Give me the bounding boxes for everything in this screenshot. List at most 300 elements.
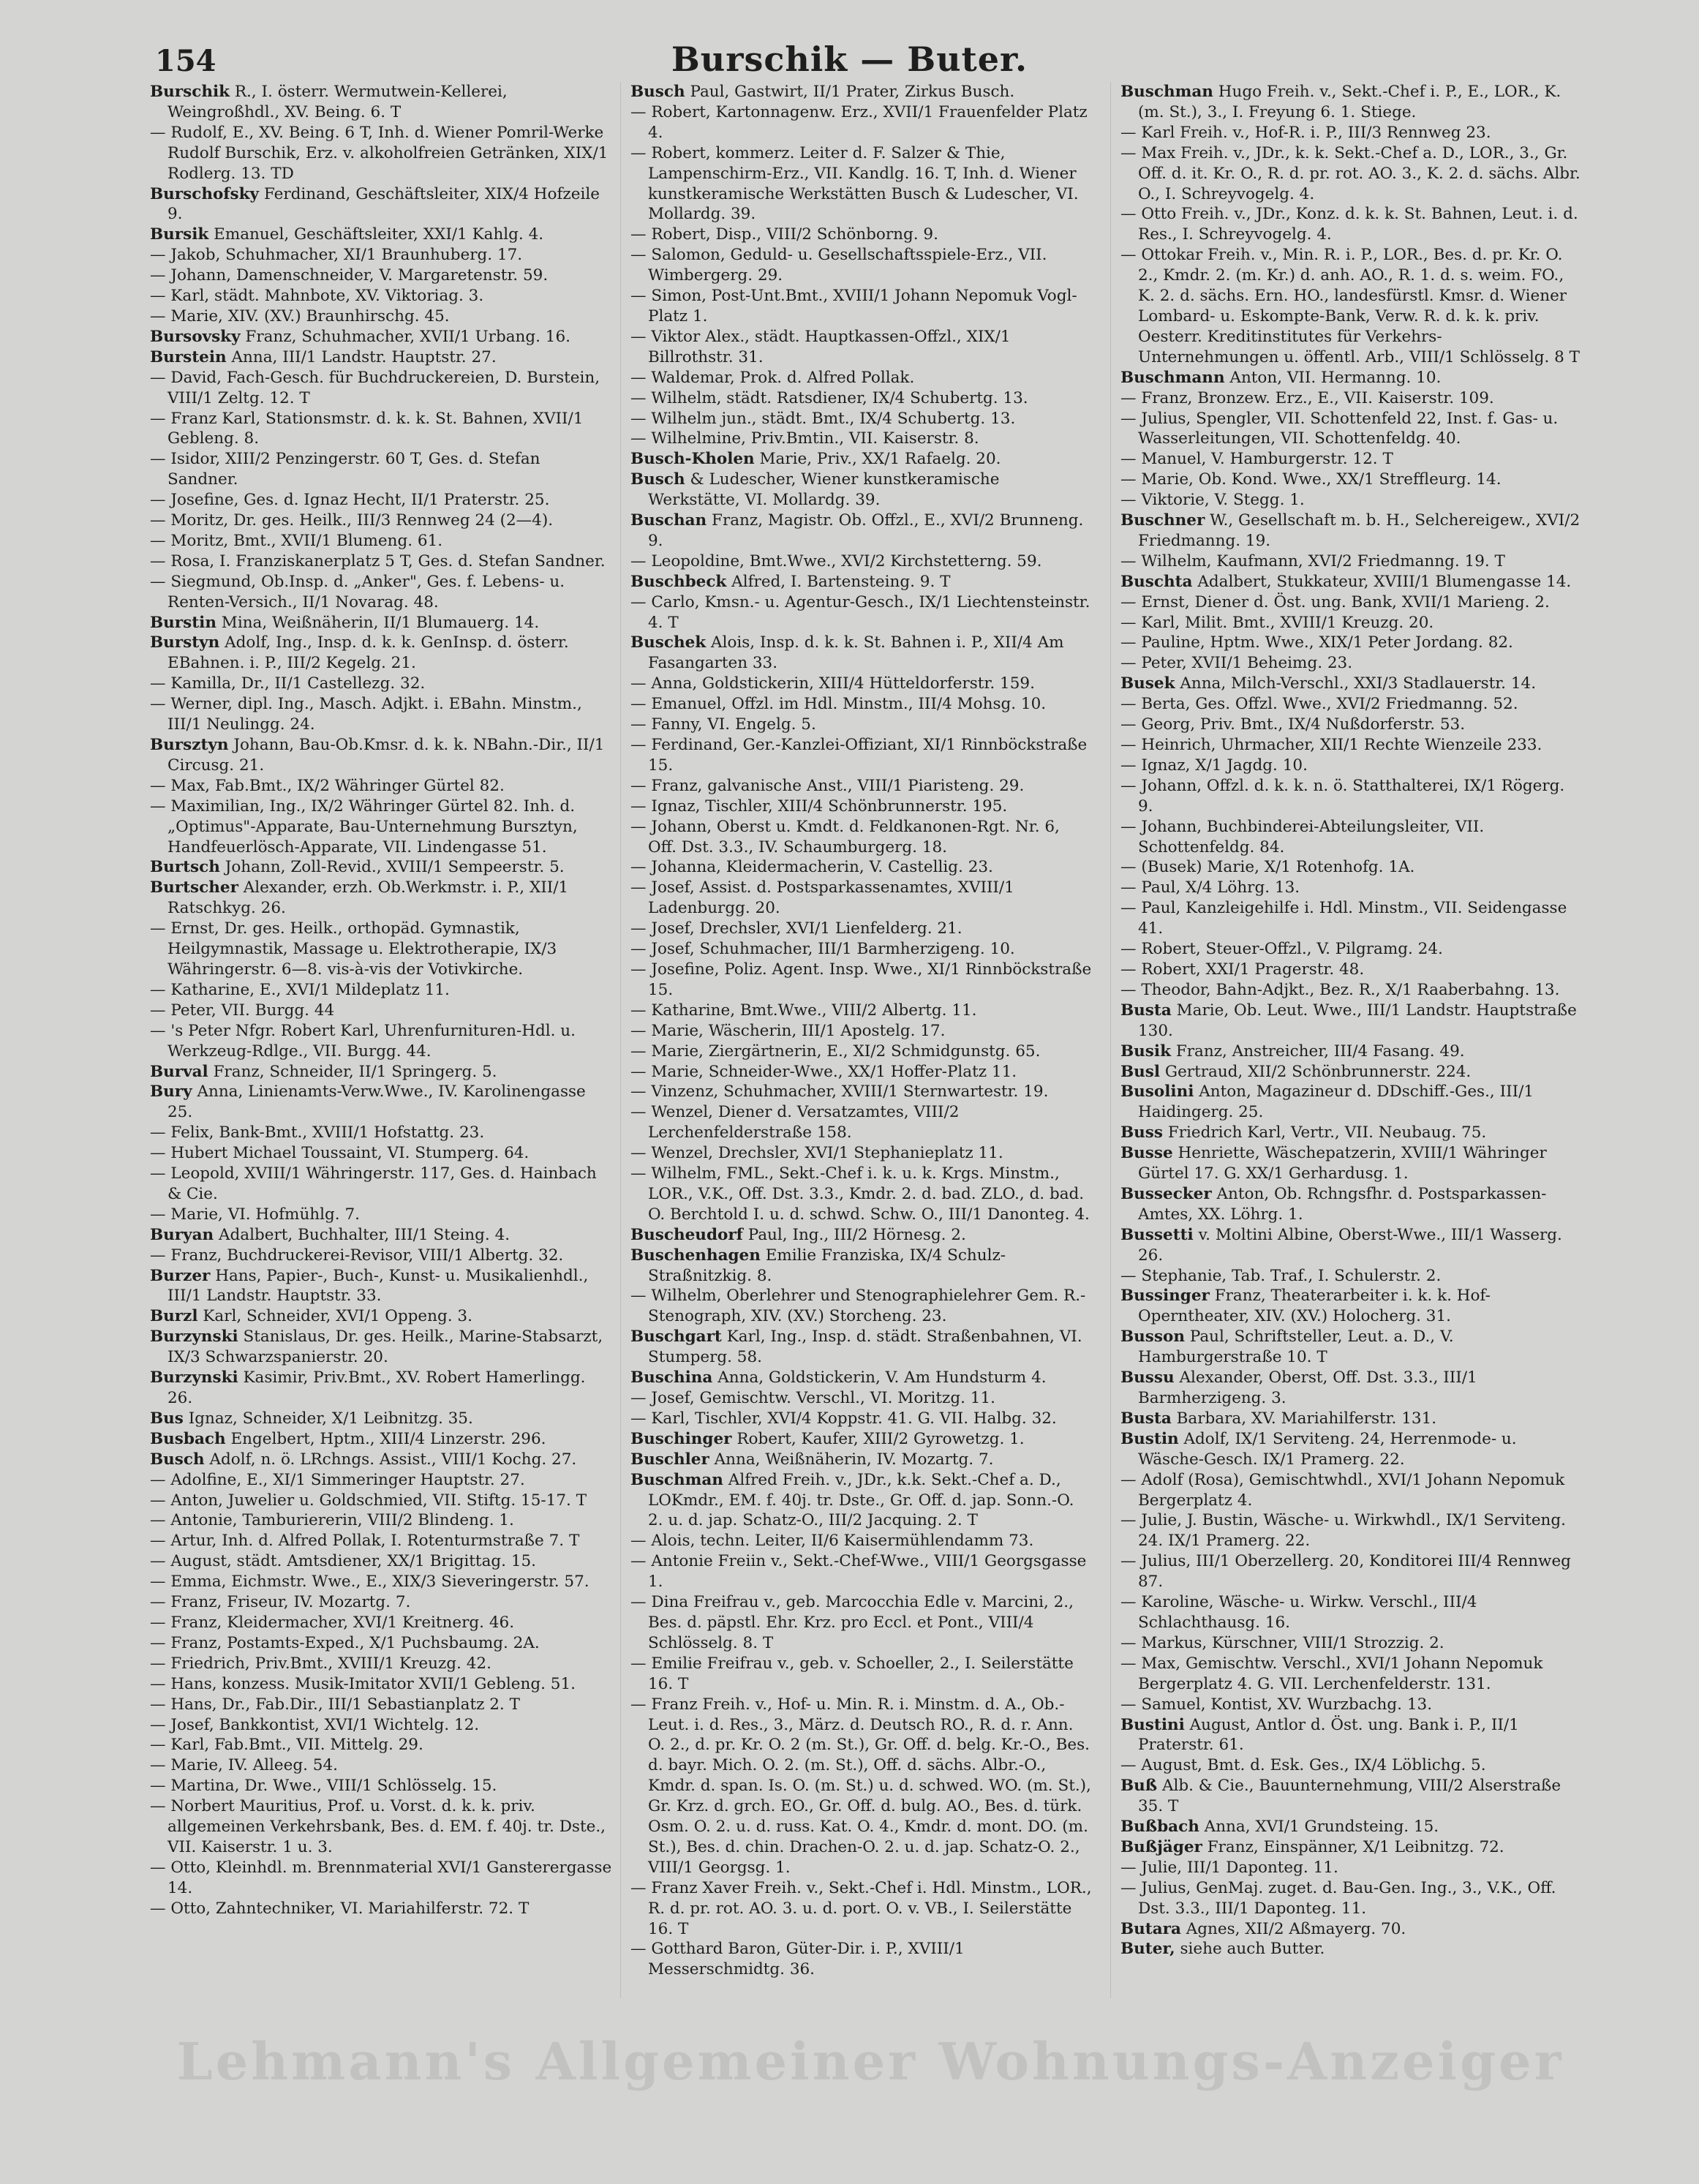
entry-details: Friedrich Karl, Vertr., VII. Neubaug. 75. [1163, 1123, 1487, 1142]
entry-surname: Buschan [630, 511, 707, 530]
entry-details: — Moritz, Dr. ges. Heilk., III/3 Rennweg 24 (2—4). [150, 511, 554, 530]
directory-entry [150, 674, 612, 694]
directory-entry [150, 1510, 612, 1531]
entry-surname: Busl [1120, 1062, 1161, 1081]
entry-surname: Buschman [1120, 83, 1213, 101]
entry-details: Anton, VII. Hermanng. 10. [1224, 368, 1442, 387]
entry-surname: Buschek [630, 633, 707, 652]
entry-details: — Vinzenz, Schuhmacher, XVIII/1 Sternwartestr. 19. [630, 1082, 1049, 1102]
directory-entry [630, 1388, 1093, 1409]
column-left [150, 82, 612, 1919]
entry-details: — Franz Karl, Stationsmstr. d. k. k. St. Bahnen, XVII/1 Gebleng. 8. [150, 409, 584, 448]
entry-details: — Markus, Kürschner, VIII/1 Strozzig. 2. [1120, 1633, 1444, 1652]
directory-entry [1120, 776, 1583, 817]
directory-entry [1120, 1143, 1583, 1184]
entry-details: — Hans, konzess. Musik-Imitator XVII/1 Gebleng. 51. [150, 1674, 576, 1693]
directory-entry [150, 1123, 612, 1143]
directory-entry [630, 694, 1093, 715]
entry-details: Barbara, XV. Mariahilferstr. 131. [1171, 1409, 1437, 1428]
directory-entry [630, 449, 1093, 470]
entry-details: Ferdinand, Geschäftsleiter, XIX/4 Hofzeile 9. [167, 184, 600, 224]
directory-entry [1120, 1225, 1583, 1266]
directory-entry [150, 613, 612, 633]
directory-entry [1120, 1633, 1583, 1654]
entry-details: — Marie, IV. Alleeg. 54. [150, 1756, 338, 1775]
directory-entry [630, 1327, 1093, 1368]
entry-surname: Bußbach [1120, 1818, 1199, 1837]
directory-entry [150, 1572, 612, 1592]
directory-entry [150, 919, 612, 980]
entry-details: — Katharine, Bmt.Wwe., VIII/2 Albertg. 11. [630, 1001, 977, 1020]
directory-entry [1120, 1042, 1583, 1062]
entry-details: — Josef, Drechsler, XVI/1 Lienfelderg. 21. [630, 919, 962, 938]
entry-surname: Buschler [630, 1450, 709, 1469]
directory-entry [150, 797, 612, 858]
entry-surname: Burschik [150, 83, 230, 101]
directory-entry [150, 1592, 612, 1613]
directory-entry [630, 1654, 1093, 1695]
entry-details: Paul, Gastwirt, II/1 Prater, Zirkus Busch. [685, 83, 1015, 101]
directory-entry [630, 1143, 1093, 1164]
directory-entry [150, 1062, 612, 1082]
directory-entry [1120, 1470, 1583, 1511]
directory-entry [630, 1429, 1093, 1450]
entry-details: — Moritz, Bmt., XVII/1 Blumeng. 61. [150, 531, 443, 550]
directory-entry [630, 817, 1093, 858]
directory-entry [1120, 1062, 1583, 1082]
directory-entry [630, 633, 1093, 674]
entry-details: — Karl, Tischler, XVI/4 Koppstr. 41. G. VII. Halbg. 32. [630, 1409, 1057, 1428]
entry-surname: Busch [630, 470, 685, 489]
directory-entry [150, 225, 612, 245]
entry-surname: Busch [630, 83, 685, 101]
directory-entry [150, 1450, 612, 1470]
directory-entry [630, 102, 1093, 143]
directory-entry [150, 1306, 612, 1327]
entry-details: — Franz, Friseur, IV. Mozartg. 7. [150, 1593, 411, 1612]
column-divider [620, 82, 621, 1998]
entry-surname: Buter, [1120, 1940, 1175, 1959]
directory-entry [150, 286, 612, 306]
entry-details: Paul, Ing., III/2 Hörnesg. 2. [742, 1225, 966, 1244]
entry-details: Anna, III/1 Landstr. Hauptstr. 27. [226, 347, 497, 366]
entry-details: — Jakob, Schuhmacher, XI/1 Braunhuberg. 17. [150, 246, 523, 265]
directory-entry [630, 551, 1093, 572]
entry-details: — Marie, VI. Hofmühlg. 7. [150, 1205, 360, 1224]
entry-details: — Franz, galvanische Anst., VIII/1 Piaristeng. 29. [630, 776, 1025, 795]
entry-details: — Martina, Dr. Wwe., VIII/1 Schlösselg. 15. [150, 1777, 497, 1796]
directory-entry [630, 1470, 1093, 1532]
entry-details: — Alois, techn. Leiter, II/6 Kaisermühlendamm 73. [630, 1532, 1034, 1551]
entry-details: — Ignaz, Tischler, XIII/4 Schönbrunnerstr. 195. [630, 797, 1008, 816]
directory-entry [150, 1654, 612, 1674]
entry-details: — Johann, Damenschneider, V. Margaretenstr. 59. [150, 266, 549, 285]
directory-entry [1120, 592, 1583, 613]
entry-details: — Karl, Milit. Bmt., XVIII/1 Kreuzg. 20. [1120, 613, 1434, 632]
entry-details: Adalbert, Buchhalter, III/1 Steing. 4. [214, 1225, 511, 1244]
directory-entry [1120, 1776, 1583, 1817]
entry-details: — Emilie Freifrau v., geb. v. Schoeller, 2., I. Seilerstätte 16. T [630, 1654, 1074, 1693]
entry-surname: Busson [1120, 1328, 1185, 1347]
directory-entry [1120, 653, 1583, 674]
entry-details: — Berta, Ges. Offzl. Wwe., XVI/2 Friedmanng. 52. [1120, 695, 1518, 714]
directory-entry [630, 797, 1093, 817]
directory-entry [630, 1551, 1093, 1592]
directory-entry [1120, 572, 1583, 592]
directory-entry [1120, 245, 1583, 367]
directory-entry [630, 82, 1093, 102]
entry-details: — Ernst, Dr. ges. Heilk., orthopäd. Gymnastik, Heilgymnastik, Massage u. Elektrotherapie, IX/3 Währingerstr. 6—8. vis-à-vis der Votivkirche. [150, 919, 557, 979]
entry-details: Alfred, I. Bartensteing. 9. T [726, 572, 951, 591]
entry-details: — Friedrich, Priv.Bmt., XVIII/1 Kreuzg. 42. [150, 1654, 491, 1673]
directory-entry [1120, 1327, 1583, 1368]
entry-details: — August, städt. Amtsdiener, XX/1 Brigittag. 15. [150, 1552, 537, 1571]
directory-entry [150, 1695, 612, 1715]
directory-entry [1120, 1592, 1583, 1633]
directory-entry [1120, 1286, 1583, 1327]
entry-details: Franz, Theaterarbeiter i. k. k. Hof-Operntheater, XIV. (XV.) Holocherg. 31. [1138, 1287, 1491, 1326]
directory-entry [1120, 1082, 1583, 1123]
entry-details: — Marie, Schneider-Wwe., XX/1 Hoffer-Platz 11. [630, 1062, 1017, 1081]
directory-entry [1120, 1429, 1583, 1470]
directory-entry [630, 1592, 1093, 1654]
entry-details: — Marie, Ob. Kond. Wwe., XX/1 Streffleurg. 14. [1120, 470, 1502, 489]
directory-entry [1120, 1858, 1583, 1878]
directory-entry [630, 776, 1093, 797]
entry-details: — Max, Fab.Bmt., IX/2 Währinger Gürtel 82. [150, 776, 505, 795]
directory-entry [150, 1735, 612, 1755]
entry-details: Johann, Zoll-Revid., XVIII/1 Sempeerstr. 5. [219, 858, 565, 877]
entry-details: — Marie, Ziergärtnerin, E., XI/2 Schmidgunstg. 65. [630, 1042, 1041, 1061]
entry-surname: Buryan [150, 1225, 214, 1244]
directory-entry [150, 694, 612, 735]
entry-details: — Norbert Mauritius, Prof. u. Vorst. d. k. k. priv. allgemeinen Verkehrsbank, Bes. d. EM. f. 40j. tr. Dste., VII. Kaiserstr. 1 u. 3. [150, 1797, 606, 1856]
directory-entry [150, 735, 612, 776]
directory-entry [1120, 1919, 1583, 1940]
entry-surname: Bury [150, 1082, 192, 1102]
entry-details: — Franz, Buchdruckerei-Revisor, VIII/1 Albertg. 32. [150, 1246, 564, 1265]
directory-entry [150, 1429, 612, 1450]
entry-details: — Ernst, Diener d. Öst. ung. Bank, XVII/1 Marieng. 2. [1120, 592, 1550, 611]
directory-entry [630, 286, 1093, 327]
directory-entry [630, 327, 1093, 368]
directory-entry [150, 306, 612, 327]
entry-details: — Kamilla, Dr., II/1 Castellezg. 32. [150, 674, 426, 693]
directory-entry [150, 980, 612, 1001]
directory-entry [1120, 490, 1583, 511]
directory-entry [1120, 551, 1583, 572]
directory-entry [1120, 409, 1583, 450]
entry-surname: Bursztyn [150, 736, 229, 754]
directory-entry [630, 1001, 1093, 1021]
entry-details: Franz, Einspänner, X/1 Leibnitzg. 72. [1202, 1837, 1504, 1856]
entry-details: Franz, Schneider, II/1 Springerg. 5. [208, 1062, 497, 1081]
entry-surname: Burschofsky [150, 184, 260, 203]
entry-details: — Robert, XXI/1 Pragerstr. 48. [1120, 960, 1365, 979]
directory-entry [630, 1450, 1093, 1470]
directory-entry [630, 715, 1093, 735]
directory-entry [150, 327, 612, 347]
entry-details: — Karl Freih. v., Hof-R. i. P., III/3 Rennweg 23. [1120, 123, 1491, 142]
entry-details: Adolf, n. ö. LRchngs. Assist., VIII/1 Kochg. 27. [204, 1450, 577, 1469]
directory-entry [630, 368, 1093, 388]
entry-details: — Heinrich, Uhrmacher, XII/1 Rechte Wienzeile 233. [1120, 736, 1542, 754]
entry-details: Anna, Weißnäherin, IV. Mozartg. 7. [709, 1450, 994, 1469]
directory-entry [630, 143, 1093, 225]
entry-surname: Bußjäger [1120, 1837, 1202, 1856]
directory-entry [150, 266, 612, 286]
directory-entry [1120, 1878, 1583, 1919]
directory-entry [150, 1143, 612, 1164]
directory-entry [1120, 756, 1583, 776]
entry-details: Franz, Magistr. Ob. Offzl., E., XVI/2 Brunneng. 9. [648, 511, 1084, 550]
directory-entry [1120, 613, 1583, 633]
entry-details: — Johann, Buchbinderei-Abteilungsleiter, VII. Schottenfeldg. 84. [1120, 817, 1485, 856]
entry-details: — Marie, XIV. (XV.) Braunhirschg. 45. [150, 306, 450, 325]
entry-details: Johann, Bau-Ob.Kmsr. d. k. k. NBahn.-Dir., II/1 Circusg. 21. [167, 736, 605, 775]
entry-details: Gertraud, XII/2 Schönbrunnerstr. 224. [1160, 1062, 1472, 1081]
entry-details: — Josefine, Poliz. Agent. Insp. Wwe., XI/1 Rinnböckstraße 15. [630, 960, 1092, 999]
entry-details: — Julie, III/1 Daponteg. 11. [1120, 1858, 1338, 1877]
entry-details: — Josef, Schuhmacher, III/1 Barmherzigeng. 10. [630, 940, 1015, 959]
entry-details: Karl, Schneider, XVI/1 Oppeng. 3. [197, 1307, 472, 1326]
entry-details: — (Busek) Marie, X/1 Rotenhofg. 1A. [1120, 858, 1415, 877]
directory-entry [1120, 143, 1583, 205]
entry-details: Kasimir, Priv.Bmt., XV. Robert Hamerlingg. 26. [167, 1368, 586, 1407]
directory-entry [1120, 470, 1583, 490]
entry-details: — Johann, Offzl. d. k. k. n. ö. Statthalterei, IX/1 Rögerg. 9. [1120, 776, 1565, 816]
directory-entry [1120, 1837, 1583, 1858]
entry-surname: Bursik [150, 225, 209, 244]
entry-details: — Otto, Zahntechniker, VI. Mariahilferstr. 72. T [150, 1899, 530, 1918]
entry-details: Anton, Magazineur d. DDschiff.-Ges., III/1 Haidingerg. 25. [1138, 1082, 1534, 1122]
entry-details: — Anton, Juwelier u. Goldschmied, VII. Stiftg. 15-17. T [150, 1491, 587, 1510]
directory-entry [630, 1878, 1093, 1940]
entry-details: — Karl, Fab.Bmt., VII. Mittelg. 29. [150, 1736, 423, 1755]
directory-entry [1120, 204, 1583, 245]
entry-surname: Buschenhagen [630, 1246, 761, 1265]
directory-entry [630, 429, 1093, 449]
directory-entry [150, 1858, 612, 1899]
directory-entry [150, 1082, 612, 1123]
entry-details: — Karoline, Wäsche- u. Wirkw. Verschl., III/4 Schlachthausg. 16. [1120, 1593, 1477, 1632]
entry-details: Ignaz, Schneider, X/1 Leibnitzg. 35. [183, 1409, 473, 1428]
directory-entry [150, 1755, 612, 1776]
directory-entry [630, 1082, 1093, 1102]
directory-entry [150, 1001, 612, 1021]
entry-details: Hans, Papier-, Buch-, Kunst- u. Musikalienhdl., III/1 Landstr. Hauptstr. 33. [167, 1266, 589, 1306]
entry-details: — Katharine, E., XVI/1 Mildeplatz 11. [150, 980, 450, 999]
directory-entry [150, 878, 612, 919]
directory-entry [150, 511, 612, 531]
entry-details: — Georg, Priv. Bmt., IX/4 Nußdorferstr. 53. [1120, 715, 1466, 734]
entry-surname: Bussu [1120, 1368, 1175, 1387]
directory-entry [630, 1409, 1093, 1429]
entry-surname: Buschman [630, 1470, 723, 1489]
entry-surname: Buschina [630, 1368, 713, 1387]
entry-details: — Artur, Inh. d. Alfred Pollak, I. Rotenturmstraße 7. T [150, 1532, 580, 1551]
page-number: 154 [155, 44, 216, 78]
directory-entry [630, 1695, 1093, 1878]
directory-entry [150, 1613, 612, 1633]
entry-details: — Karl, städt. Mahnbote, XV. Viktoriag. 3. [150, 287, 484, 306]
entry-details: siehe auch Butter. [1175, 1940, 1325, 1959]
directory-entry [630, 388, 1093, 409]
directory-entry [150, 490, 612, 511]
entry-details: — Franz, Kleidermacher, XVI/1 Kreitnerg. 46. [150, 1613, 515, 1632]
directory-entry [630, 572, 1093, 592]
entry-details: — Dina Freifrau v., geb. Marcocchia Edle v. Marcini, 2., Bes. d. päpstl. Ehr. Krz. pro Eccl. et Pont., VIII/4 Schlösselg. 8. T [630, 1593, 1074, 1652]
directory-entry [1120, 960, 1583, 980]
entry-details: — Leopold, XVIII/1 Währingerstr. 117, Ges. d. Hainbach & Cie. [150, 1164, 597, 1203]
entry-surname: Burzynski [150, 1368, 238, 1387]
directory-entry [150, 245, 612, 266]
entry-details: — Carlo, Kmsn.- u. Agentur-Gesch., IX/1 Liechtensteinstr. 4. T [630, 592, 1090, 632]
directory-entry [150, 123, 612, 184]
entry-details: — Isidor, XIII/2 Penzingerstr. 60 T, Ges. d. Stefan Sandner. [150, 450, 540, 489]
directory-entry [1120, 82, 1583, 123]
entry-details: — Viktor Alex., städt. Hauptkassen-Offzl., XIX/1 Billrothstr. 31. [630, 327, 1011, 366]
entry-details: — Siegmund, Ob.Insp. d. „Anker", Ges. f. Lebens- u. Renten-Versich., II/1 Novarag. 48. [150, 572, 565, 611]
entry-surname: Busch-Kholen [630, 450, 755, 469]
entry-details: Alexander, erzh. Ob.Werkmstr. i. P., XII/1 Ratschkyg. 26. [167, 878, 569, 918]
directory-entry [150, 1246, 612, 1266]
entry-surname: Burstein [150, 347, 227, 366]
entry-details: — Wenzel, Diener d. Versatzamtes, VIII/2 Lerchenfelderstraße 158. [630, 1103, 960, 1142]
directory-entry [150, 449, 612, 490]
entry-details: Stanislaus, Dr. ges. Heilk., Marine-Stabsarzt, IX/3 Schwarzspanierstr. 20. [167, 1328, 603, 1367]
entry-details: — Adolf (Rosa), Gemischtwhdl., XVI/1 Johann Nepomuk Bergerplatz 4. [1120, 1470, 1565, 1510]
entry-details: — Manuel, V. Hamburgerstr. 12. T [1120, 450, 1393, 469]
entry-details: — Josef, Gemischtw. Verschl., VI. Moritzg. 11. [630, 1389, 996, 1407]
directory-entry [150, 776, 612, 797]
directory-entry [1120, 1715, 1583, 1756]
directory-entry [150, 1551, 612, 1572]
entry-details: — Ottokar Freih. v., Min. R. i. P., LOR., Bes. d. pr. Kr. O. 2., Kmdr. 2. (m. Kr.) d. anh. AO., R. 1. d. s. weim. FO., K. 2. d. sächs. Ern. HO., landesfürstl. Kmsr. d. Wiener Lombard- u. Eskompte-Bank, Verw. R. d. k. k. priv. Oesterr. Kreditinstitutes für Verkehrs-Unternehmungen u. öffentl. Arb., VIII/1 Schlösselg. 8 T [1120, 246, 1580, 366]
entry-surname: Burtscher [150, 878, 238, 897]
entry-details: Adalbert, Stukkateur, XVIII/1 Blumengasse 14. [1192, 572, 1572, 591]
entry-details: Anna, Milch-Verschl., XXI/3 Stadlauerstr. 14. [1175, 674, 1537, 693]
directory-entry [1120, 1368, 1583, 1409]
entry-details: Karl, Ing., Insp. d. städt. Straßenbahnen, VI. Stumperg. 58. [648, 1328, 1082, 1367]
directory-entry [630, 1368, 1093, 1388]
entry-details: Marie, Priv., XX/1 Rafaelg. 20. [754, 450, 1001, 469]
directory-entry [1120, 817, 1583, 858]
entry-details: — Julius, GenMaj. zuget. d. Bau-Gen. Ing., 3., V.K., Off. Dst. 3.3., III/1 Daponteg. 11. [1120, 1878, 1556, 1918]
directory-entry [150, 409, 612, 450]
directory-entry [1120, 674, 1583, 694]
entry-surname: Busse [1120, 1144, 1173, 1163]
directory-entry [150, 1633, 612, 1654]
entry-details: Marie, Ob. Leut. Wwe., III/1 Landstr. Hauptstraße 130. [1138, 1001, 1577, 1040]
entry-details: Adolf, Ing., Insp. d. k. k. GenInsp. d. österr. EBahnen. i. P., III/2 Kegelg. 21. [167, 633, 569, 673]
entry-details: — Antonie, Tamburiererin, VIII/2 Blindeng. 1. [150, 1511, 514, 1530]
entry-surname: Busek [1120, 674, 1175, 693]
entry-surname: Burzynski [150, 1328, 238, 1347]
entry-details: — Wenzel, Drechsler, XVI/1 Stephanieplatz 11. [630, 1144, 1003, 1163]
directory-entry [1120, 694, 1583, 715]
entry-surname: Burtsch [150, 858, 220, 877]
entry-details: — Emanuel, Offzl. im Hdl. Minstm., III/4 Mohsg. 10. [630, 695, 1047, 714]
entry-details: — Werner, dipl. Ing., Masch. Adjkt. i. EBahn. Minstm., III/1 Neulingg. 24. [150, 695, 582, 734]
entry-details: Emanuel, Geschäftsleiter, XXI/1 Kahlg. 4. [208, 225, 544, 244]
directory-entry [150, 1327, 612, 1368]
directory-entry [630, 1939, 1093, 1980]
directory-entry [150, 1715, 612, 1736]
entry-details: Paul, Schriftsteller, Leut. a. D., V. Hamburgerstraße 10. T [1138, 1328, 1454, 1367]
entry-details: — Wilhelm, Oberlehrer und Stenographielehrer Gem. R.-Stenograph, XIV. (XV.) Storcheng. 23. [630, 1287, 1086, 1326]
entry-details: — Gotthard Baron, Güter-Dir. i. P., XVIII/1 Messerschmidtg. 36. [630, 1940, 965, 1979]
directory-entry [150, 1776, 612, 1796]
directory-entry [1120, 735, 1583, 756]
entry-surname: Burzl [150, 1307, 198, 1326]
column-divider [1110, 82, 1111, 1998]
directory-entry [1120, 878, 1583, 898]
directory-entry [630, 939, 1093, 960]
entry-details: — Peter, VII. Burgg. 44 [150, 1001, 335, 1020]
entry-details: — Robert, kommerz. Leiter d. F. Salzer & Thie, Lampenschirm-Erz., VII. Kandlg. 16. T, Inh. d. Wiener kunstkeramische Werkstätten Busch & Ludescher, VI. Mollardg. 39. [630, 143, 1079, 224]
entry-details: — Franz Xaver Freih. v., Sekt.-Chef i. Hdl. Minstm., LOR., R. d. pr. rot. AO. 3. u. d. port. O. v. VB., I. Seilerstätte 16. T [630, 1878, 1092, 1938]
entry-surname: Buschner [1120, 511, 1205, 530]
entry-details: — Otto, Kleinhdl. m. Brennmaterial XVI/1 Gansterergasse 14. [150, 1858, 612, 1897]
directory-entry [630, 1042, 1093, 1062]
entry-details: — Antonie Freiin v., Sekt.-Chef-Wwe., VIII/1 Georgsgasse 1. [630, 1552, 1087, 1592]
directory-entry [150, 1368, 612, 1409]
directory-entry [1120, 633, 1583, 653]
entry-details: — Johanna, Kleidermacherin, V. Castellig. 23. [630, 858, 993, 877]
entry-details: Alexander, Oberst, Off. Dst. 3.3., III/1 Barmherzigeng. 3. [1138, 1368, 1477, 1407]
entry-details: Anna, XVI/1 Grundsteing. 15. [1199, 1818, 1439, 1837]
entry-details: — Leopoldine, Bmt.Wwe., XVI/2 Kirchstetterng. 59. [630, 551, 1042, 571]
entry-details: — Simon, Post-Unt.Bmt., XVIII/1 Johann Nepomuk Vogl-Platz 1. [630, 287, 1077, 325]
entry-surname: Busta [1120, 1001, 1172, 1020]
entry-details: — Robert, Kartonnagenw. Erz., XVII/1 Frauenfelder Platz 4. [630, 102, 1088, 142]
directory-entry [630, 409, 1093, 429]
directory-entry [630, 511, 1093, 551]
entry-details: Franz, Anstreicher, III/4 Fasang. 49. [1170, 1042, 1465, 1061]
directory-entry [1120, 1654, 1583, 1695]
entry-details: — 's Peter Nfgr. Robert Karl, Uhrenfurnituren-Hdl. u. Werkzeug-Rdlge., VII. Burgg. 44. [150, 1021, 576, 1061]
entry-details: — Wilhelm jun., städt. Bmt., IX/4 Schubertg. 13. [630, 409, 1016, 428]
entry-details: — August, Bmt. d. Esk. Ges., IX/4 Löblichg. 5. [1120, 1756, 1486, 1775]
entry-details: — Stephanie, Tab. Traf., I. Schulerstr. 2. [1120, 1266, 1442, 1285]
entry-details: — Anna, Goldstickerin, XIII/4 Hütteldorferstr. 159. [630, 674, 1035, 693]
entry-details: — Waldemar, Prok. d. Alfred Pollak. [630, 368, 915, 387]
entry-surname: Buscheudorf [630, 1225, 743, 1244]
directory-entry [1120, 388, 1583, 409]
entry-details: Engelbert, Hptm., XIII/4 Linzerstr. 296. [225, 1429, 546, 1448]
footer-watermark: Lehmann's Allgemeiner Wohnungs-Anzeiger [176, 2030, 1564, 2092]
directory-entry [1120, 1184, 1583, 1225]
entry-surname: Buß [1120, 1777, 1158, 1796]
entry-details: — Josef, Bankkontist, XVI/1 Wichtelg. 12. [150, 1715, 480, 1734]
entry-details: Emilie Franziska, IX/4 Schulz-Straßnitzkig. 8. [648, 1246, 1006, 1285]
directory-entry [150, 531, 612, 551]
entry-details: — Josef, Assist. d. Postsparkassenamtes, XVIII/1 Ladenburgg. 20. [630, 878, 1014, 918]
directory-entry [630, 1225, 1093, 1246]
directory-entry [630, 960, 1093, 1001]
entry-details: Anton, Ob. Rchngsfhr. d. Postsparkassen-Amtes, XX. Löhrg. 1. [1138, 1184, 1547, 1224]
entry-details: Alb. & Cie., Bauunternehmung, VIII/2 Alserstraße 35. T [1138, 1777, 1562, 1816]
entry-details: Franz, Schuhmacher, XVII/1 Urbang. 16. [240, 327, 570, 346]
directory-entry [630, 470, 1093, 511]
entry-surname: Busch [150, 1450, 205, 1469]
directory-entry [630, 245, 1093, 286]
entry-details: Mina, Weißnäherin, II/1 Blumauerg. 14. [216, 613, 540, 632]
entry-surname: Buss [1120, 1123, 1164, 1142]
directory-entry [1120, 939, 1583, 960]
entry-details: Agnes, XII/2 Aßmayerg. 70. [1180, 1919, 1406, 1938]
